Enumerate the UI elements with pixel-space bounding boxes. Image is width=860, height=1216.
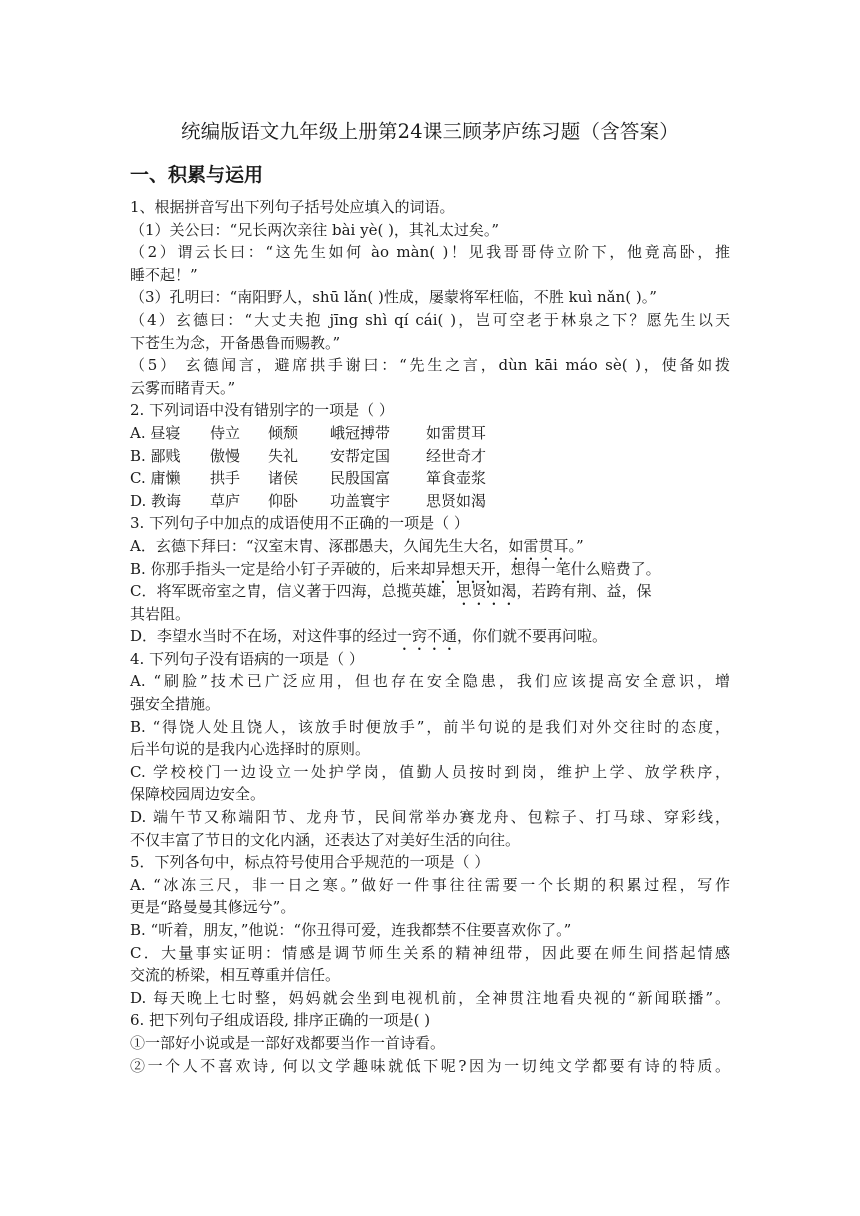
q6-stem: 6. 把下列句子组成语段, 排序正确的一项是( ) bbox=[130, 1011, 431, 1030]
q2-a-word-2: 侍立 bbox=[210, 423, 241, 442]
q2-d-word-3: 仰卧 bbox=[268, 491, 299, 510]
q3-a-idiom: 如雷贯耳 bbox=[508, 536, 569, 555]
q3-d-text: D．李望水当时不在场，对这件事的经过 bbox=[130, 627, 398, 646]
q5-option-a-cont: 更是“路曼曼其修远兮”。 bbox=[130, 898, 296, 917]
q2-d-word-4: 功盖寰宇 bbox=[330, 491, 391, 510]
q5-option-c-cont: 交流的桥梁，相互尊重并信任。 bbox=[130, 966, 341, 985]
q2-b-word-2: 傲慢 bbox=[210, 446, 241, 465]
q3-c-end: ，若跨有荆、益，保 bbox=[516, 582, 652, 601]
q2-option-d bbox=[130, 490, 730, 513]
q3-option-a bbox=[130, 535, 730, 558]
q4-option-a-cont: 强安全措施。 bbox=[130, 695, 221, 714]
q2-d-word-5: 思贤如渴 bbox=[426, 491, 487, 510]
q3-stem: 3. 下列句子中加点的成语使用不正确的一项是（ ） bbox=[130, 514, 469, 533]
q5-option-d: D. 每天晚上七时整，妈妈就会坐到电视机前，全神贯注地看央视的“新闻联播”。 bbox=[130, 988, 730, 1007]
document-title: 统编版语文九年级上册第24课三顾茅庐练习题（含答案） bbox=[180, 120, 679, 143]
q2-a-word-4: 峨冠搏带 bbox=[330, 423, 391, 442]
q2-d-word-1: D. 教诲 bbox=[130, 491, 182, 510]
q2-b-word-3: 失礼 bbox=[268, 446, 299, 465]
q4-stem: 4. 下列句子没有语病的一项是（ ） bbox=[130, 649, 364, 668]
q1-item-1: （1）关公曰：“兄长两次亲往 bài yè( )，其礼太过矣。” bbox=[130, 220, 500, 239]
q2-c-word-2: 拱手 bbox=[210, 469, 241, 488]
q2-c-word-3: 诸侯 bbox=[268, 469, 299, 488]
q4-option-b: B. “得饶人处且饶人，该放手时便放手”，前半句说的是我们对外交往时的态度， bbox=[130, 717, 730, 736]
q5-option-b: B. “听着，朋友，”他说：“你丑得可爱，连我都禁不住要喜欢你了。” bbox=[130, 921, 572, 939]
q3-d-end: ，你们就不要再问啦。 bbox=[457, 627, 608, 646]
q1-item-5: （5） 玄德闻言，避席拱手谢曰：“先生之言，dùn kāi máo sè( )，使备如拨 bbox=[130, 356, 730, 375]
q3-b-text: B. 你那手指头一定是给小钉子弄破的，后来却 bbox=[130, 559, 436, 578]
q3-a-end: 。” bbox=[568, 536, 584, 555]
q3-option-c-cont: 其岩阻。 bbox=[130, 604, 191, 623]
q3-a-text: A．玄德下拜曰：“汉室末胄、涿郡愚夫，久闻先生大名， bbox=[130, 536, 509, 555]
document-body bbox=[130, 196, 730, 1077]
q5-option-c: C．大量事实证明：情感是调节师生关系的精神纽带，因此要在师生间搭起情感 bbox=[130, 943, 730, 962]
q2-b-word-5: 经世奇才 bbox=[426, 446, 487, 465]
q1-stem: 1、根据拼音写出下列句子括号处应填入的词语。 bbox=[130, 198, 455, 216]
q3-option-d bbox=[130, 625, 730, 648]
q3-b-idiom: 异想天开 bbox=[435, 559, 496, 578]
section-heading: 一、积累与运用 bbox=[130, 164, 264, 186]
q6-sentence-1: ①一部好小说或是一部好戏都要当作一首诗看。 bbox=[130, 1033, 446, 1052]
q4-option-d: D. 端午节又称端阳节、龙舟节，民间常举办赛龙舟、包粽子、打马球、穿彩线， bbox=[130, 808, 730, 827]
q2-c-word-4: 民殷国富 bbox=[330, 469, 391, 488]
q1-item-2-cont: 睡不起！” bbox=[130, 265, 198, 284]
q6-sentence-2: ②一个人不喜欢诗, 何以文学趣味就低下呢?因为一切纯文学都要有诗的特质。 bbox=[130, 1056, 730, 1075]
q2-b-word-1: B. 鄙贱 bbox=[130, 446, 181, 465]
q4-option-c-cont: 保障校园周边安全。 bbox=[130, 785, 266, 804]
q2-option-a bbox=[130, 422, 730, 445]
q3-c-text: C．将军既帝室之胄，信义著于四海，总揽英雄， bbox=[130, 582, 457, 601]
q4-option-c: C. 学校校门一边设立一处护学岗，值勤人员按时到岗，维护上学、放学秩序， bbox=[130, 762, 730, 781]
q1-item-4-cont: 下苍生为念，开备愚鲁而赐教。” bbox=[130, 333, 341, 352]
q3-c-idiom: 思贤如渴 bbox=[456, 582, 517, 601]
q2-a-word-1: A. 昼寝 bbox=[130, 423, 181, 442]
q2-option-b bbox=[130, 445, 730, 468]
q2-a-word-3: 倾颓 bbox=[268, 423, 299, 442]
q2-option-c bbox=[130, 467, 730, 490]
q1-item-3: （3）孔明曰：“南阳野人，shū lǎn( )性成，屡蒙将军枉临，不胜 kuì nǎn( )。” bbox=[130, 288, 657, 307]
q1-item-2: （2）谓云长曰：“这先生如何 ào màn( )！见我哥哥侍立阶下，他竟高卧，推 bbox=[130, 243, 730, 262]
q1-item-5-cont: 云雾而睹青天。” bbox=[130, 378, 236, 397]
q2-a-word-5: 如雷贯耳 bbox=[426, 423, 487, 442]
q3-b-end: ，想得一笔什么赔费了。 bbox=[495, 559, 661, 578]
q2-c-word-1: C. 庸懒 bbox=[130, 469, 181, 488]
q4-option-a: A. “刷脸”技术已广泛应用，但也存在安全隐患，我们应该提高安全意识，增 bbox=[130, 672, 730, 691]
q1-item-4: （4）玄德曰：“大丈夫抱 jīng shì qí cái( )，岂可空老于林泉之下？愿先生以天 bbox=[130, 310, 730, 329]
q4-option-d-cont: 不仅丰富了节日的文化内涵，还表达了对美好生活的向往。 bbox=[130, 830, 521, 849]
q5-stem: 5．下列各句中，标点符号使用合乎规范的一项是（ ） bbox=[130, 853, 490, 872]
q2-c-word-5: 箪食壶浆 bbox=[426, 469, 487, 488]
q3-option-c bbox=[130, 580, 730, 603]
q3-d-idiom: 一窍不通 bbox=[397, 627, 458, 646]
q2-d-word-2: 草庐 bbox=[210, 491, 241, 510]
q5-option-a: A. “冰冻三尺，非一日之寒。”做好一件事往往需要一个长期的积累过程，写作 bbox=[130, 875, 730, 894]
q3-option-b bbox=[130, 558, 730, 581]
q4-option-b-cont: 后半句说的是我内心选择时的原则。 bbox=[130, 740, 371, 759]
q2-stem: 2. 下列词语中没有错别字的一项是（ ） bbox=[130, 401, 394, 420]
q2-b-word-4: 安帮定国 bbox=[330, 446, 391, 465]
